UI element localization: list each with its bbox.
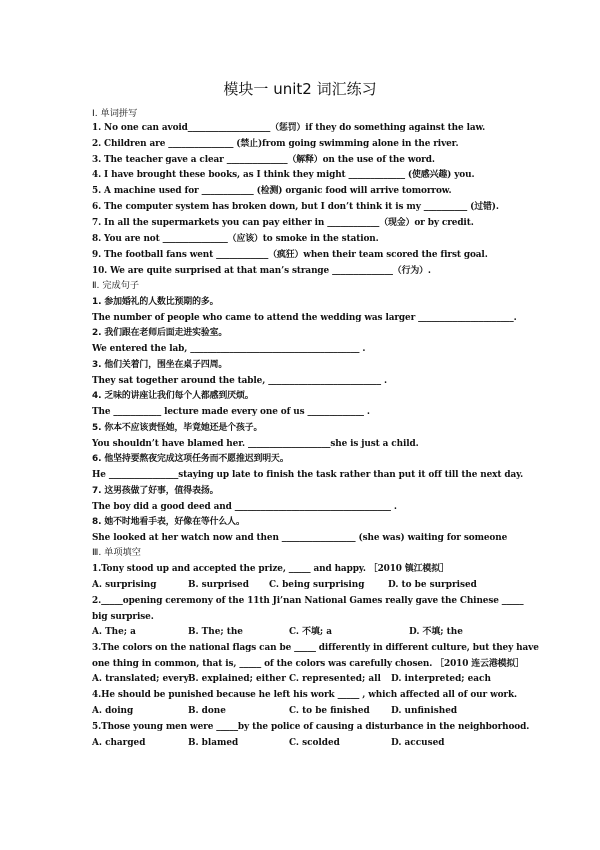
spelling-item: 7. In all the supermarkets you can pay either in ____________（现金）or by credit. <box>92 218 474 228</box>
mcq-option: B. blamed <box>188 738 239 748</box>
spelling-item: 6. The computer system has broken down, but I don’t think it is my __________ (过错). <box>92 202 499 212</box>
mcq-option: B. surprised <box>188 580 249 590</box>
mcq-option: C. 不填; a <box>289 627 332 637</box>
mcq-option: A. translated; every <box>92 674 189 684</box>
spelling-item: 9. The football fans went ____________（疯狂）when their team scored the first goal. <box>92 250 488 260</box>
sentence-answer-line: She looked at her watch now and then _________________ (she was) waiting for someone <box>92 533 508 543</box>
sentence-prompt-cn: 6. 他坚持要熬夜完成这项任务而不愿推迟到明天。 <box>92 454 289 464</box>
spelling-item: 1. No one can avoid___________________（惩罚）if they do something against the law. <box>92 123 486 133</box>
mcq-option: A. surprising <box>92 580 157 590</box>
mcq-option: A. charged <box>92 738 146 748</box>
mcq-stem: big surprise. <box>92 612 154 622</box>
sentence-prompt-cn: 2. 我们跟在老师后面走进实验室。 <box>92 328 228 338</box>
page-title: 模块一 unit2 词汇练习 <box>223 80 377 98</box>
mcq-option: D. interpreted; each <box>391 674 491 684</box>
spelling-item: 8. You are not _______________（应该）to smoke in the station. <box>92 234 379 244</box>
spelling-item: 2. Children are _______________ (禁止)from going swimming alone in the river. <box>92 139 459 149</box>
mcq-option: C. scolded <box>289 738 340 748</box>
sentence-answer-line: You shouldn’t have blamed her. ___________________she is just a child. <box>92 439 419 449</box>
spelling-item: 3. The teacher gave a clear ______________（解释）on the use of the word. <box>92 155 435 165</box>
sentence-prompt-cn: 1. 参加婚礼的人数比预期的多。 <box>92 297 219 307</box>
sentence-answer-line: The ___________ lecture made every one of us _____________ . <box>92 407 370 417</box>
section-3-heading: Ⅲ. 单项填空 <box>92 547 141 558</box>
mcq-option: B. done <box>188 706 226 716</box>
mcq-option: C. represented; all <box>289 674 381 684</box>
mcq-option: D. 不填; the <box>409 627 463 637</box>
mcq-option: D. to be surprised <box>388 580 477 590</box>
mcq-option: C. to be finished <box>289 706 370 716</box>
mcq-option: D. accused <box>391 738 445 748</box>
section-2-heading: Ⅱ. 完成句子 <box>92 280 140 291</box>
sentence-prompt-cn: 5. 你本不应该责怪她，毕竟她还是个孩子。 <box>92 423 263 433</box>
sentence-prompt-cn: 8. 她不时地看手表，好像在等什么人。 <box>92 517 245 527</box>
mcq-option: B. explained; either <box>188 674 286 684</box>
mcq-stem: 2._____opening ceremony of the 11th Ji’nan National Games really gave the Chinese _____ <box>92 596 524 606</box>
mcq-option: A. doing <box>92 706 134 716</box>
sentence-answer-line: The number of people who came to attend the wedding was larger ______________________. <box>92 313 517 323</box>
sentence-answer-line: The boy did a good deed and ____________________________________ . <box>92 502 397 512</box>
mcq-stem: one thing in common, that is, _____ of the colors was carefully chosen. ［2010 连云港模拟］ <box>92 659 524 669</box>
sentence-answer-line: He ________________staying up late to finish the task rather than put it off till the next day. <box>92 470 524 480</box>
spelling-item: 5. A machine used for ____________ (检测) organic food will arrive tomorrow. <box>92 186 452 196</box>
mcq-stem: 3.The colors on the national flags can be _____ differently in different culture, but they have <box>92 643 539 653</box>
mcq-stem: 5.Those young men were _____by the police of causing a disturbance in the neighborhood. <box>92 722 530 732</box>
mcq-option: A. The; a <box>92 627 136 637</box>
spelling-item: 10. We are quite surprised at that man’s strange ______________（行为）. <box>92 266 431 276</box>
mcq-option: B. The; the <box>188 627 243 637</box>
mcq-option: D. unfinished <box>391 706 458 716</box>
sentence-prompt-cn: 7. 这男孩做了好事，值得表扬。 <box>92 486 219 496</box>
spelling-item: 4. I have brought these books, as I think they might _____________ (使感兴趣) you. <box>92 170 475 180</box>
section-1-heading: Ⅰ. 单词拼写 <box>92 108 138 119</box>
mcq-option: C. being surprising <box>269 580 365 590</box>
sentence-prompt-cn: 4. 乏味的讲座让我们每个人都感到厌烦。 <box>92 391 254 401</box>
mcq-stem: 4.He should be punished because he left his work _____ , which affected all of our work. <box>92 690 518 700</box>
mcq-stem: 1.Tony stood up and accepted the prize, _____ and happy. ［2010 镇江模拟］ <box>92 564 449 574</box>
sentence-answer-line: We entered the lab, _______________________________________ . <box>92 344 366 354</box>
sentence-answer-line: They sat together around the table, __________________________ . <box>92 376 387 386</box>
sentence-prompt-cn: 3. 他们关着门，围坐在桌子四周。 <box>92 360 228 370</box>
